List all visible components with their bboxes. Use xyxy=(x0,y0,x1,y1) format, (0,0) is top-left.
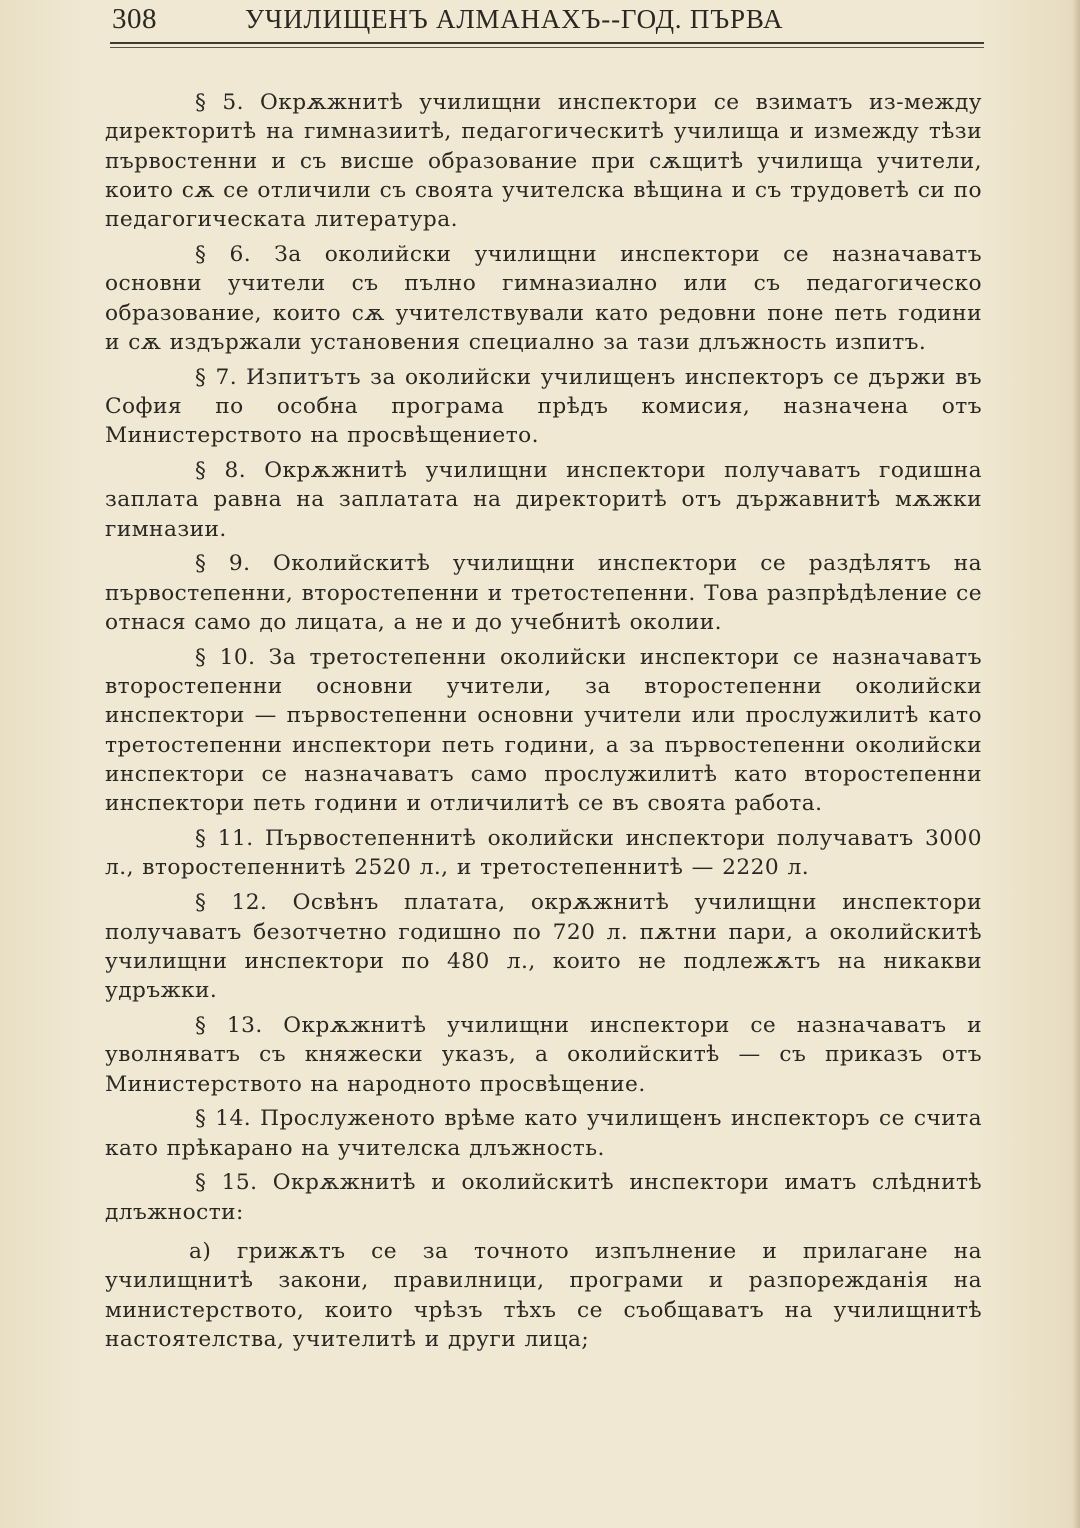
paragraph-8: § 8. Окрѫжнитѣ училищни инспектори получаватъ годишна заплата равна на заплатата на директоритѣ отъ държавнитѣ мѫжки гимназии. xyxy=(105,458,982,542)
header-rule xyxy=(110,42,984,48)
subitem-a: а) грижѫтъ се за точното изпълнение и прилагане на училищнитѣ закони, правилници, програми и разпорежданія на министерството, които чрѣзъ тѣхъ се съобщаватъ на училищнитѣ настоятелства, учителитѣ и други лица; xyxy=(105,1238,982,1352)
paragraph-6: § 6. За околийски училищни инспектори се назначаватъ основни учители съ пълно гимназиално или съ педагогическо образование, които сѫ учителствували като редовни поне петь години и сѫ издържали установения специално за тази длъжность изпитъ. xyxy=(105,241,982,355)
paragraph-15: § 15. Окрѫжнитѣ и околийскитѣ инспектори иматъ слѣднитѣ длъжности: xyxy=(105,1170,982,1225)
page-header xyxy=(112,0,982,36)
paragraph-11: § 11. Първостепеннитѣ околийски инспектори получаватъ 3000 л., второстепеннитѣ 2520 л., и третостепеннитѣ — 2220 л. xyxy=(105,826,982,881)
paragraph-9: § 9. Околийскитѣ училищни инспектори се раздѣлятъ на първостепенни, второстепенни и третостепенни. Това разпрѣдѣление се отнася само до лицата, а не и до учебнитѣ околии. xyxy=(105,551,982,636)
body-text xyxy=(105,88,982,1360)
paragraph-12: § 12. Освѣнъ платата, окрѫжнитѣ училищни инспектори получаватъ безотчетно годишно по 720 л. пѫтни пари, а околийскитѣ училищни инспектори по 480 л., които не подлежѫтъ на никакви удръжки. xyxy=(105,890,982,1004)
paragraph-14: § 14. Прослуженото врѣме като училищенъ инспекторъ се счита като прѣкарано на учителска длъжность. xyxy=(105,1106,982,1161)
paragraph-13: § 13. Окрѫжнитѣ училищни инспектори се назначаватъ и уволняватъ съ княжески указъ, а околийскитѣ — съ приказъ отъ Министерството на народното просвѣщение. xyxy=(105,1012,982,1097)
paragraph-5: § 5. Окрѫжнитѣ училищни инспектори се взиматъ из-между директоритѣ на гимназиитѣ, педагогическитѣ училища и измежду тѣзи първостенни и съ висше образование при сѫщитѣ училища учители, които сѫ се отличили съ своята учителска вѣщина и съ трудоветѣ си по педагогическата литература. xyxy=(105,90,982,233)
page-number: 308 xyxy=(112,3,157,35)
paragraph-7: § 7. Изпитътъ за околийски училищенъ инспекторъ се държи въ София по особна програма прѣдъ комисия, назначена отъ Министерството на просвѣщението. xyxy=(105,364,982,449)
paragraph-10: § 10. За третостепенни околийски инспектори се назначаватъ второстепенни основни учители, за второстепенни околийски инспектори — първостепенни основни учители или прослужилитѣ като третостепенни инспектори петь години, а за първостепенни околийски инспектори се назначаватъ само прослужилитѣ като второстепенни инспектори петь години и отличилитѣ се въ своята работа. xyxy=(105,644,982,817)
running-title: УЧИЛИЩЕНЪ АЛМАНАХЪ--ГОД. ПЪРВА xyxy=(245,4,784,34)
page-edge-shadow xyxy=(1072,0,1080,1528)
